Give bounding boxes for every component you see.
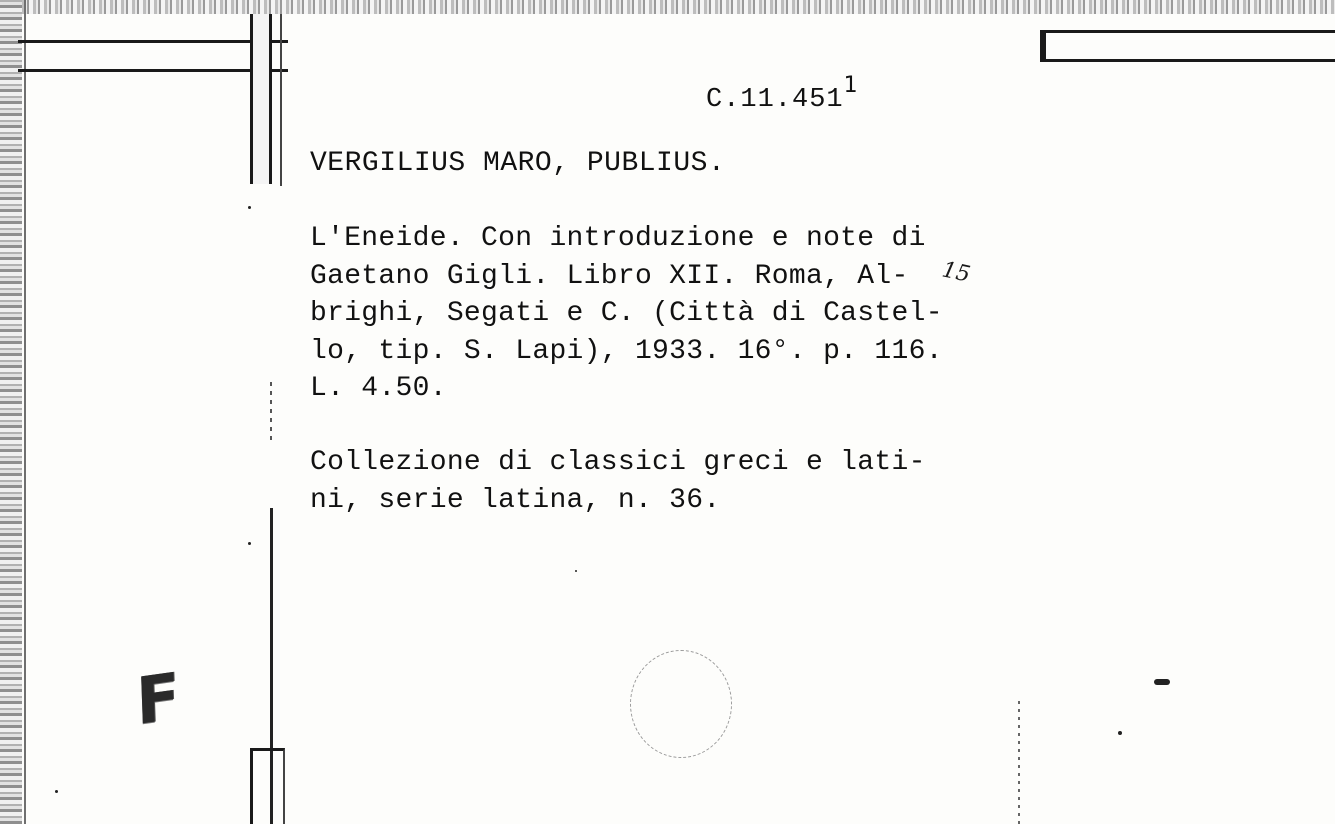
punch-hole-outline [630, 650, 732, 758]
description-line: brighi, Segati e C. (Città di Castel- [310, 298, 943, 329]
call-number [706, 72, 859, 118]
card-left-rule [24, 0, 26, 824]
card-guide-top [18, 40, 288, 72]
bibliographic-description [310, 220, 1030, 408]
card-guide-bottom [250, 748, 285, 824]
description-line: Gaetano Gigli. Libro XII. Roma, Al- [310, 260, 909, 292]
card-guide-right [1040, 30, 1335, 62]
call-number-suffix: 1 [843, 73, 859, 98]
card-guide-post [250, 14, 272, 184]
ink-mark [1154, 679, 1170, 685]
author-heading: VERGILIUS MARO, PUBLIUS. [310, 148, 726, 179]
stamp-letter: F [134, 659, 181, 741]
description-line: L. 4.50. [310, 373, 447, 404]
speck [248, 542, 251, 545]
speck [248, 206, 251, 209]
speck [55, 790, 58, 793]
card-margin-dash [270, 380, 272, 440]
series-line: ni, serie latina, n. 36. [310, 484, 721, 516]
scan-left-edge [0, 0, 22, 824]
description-line: lo, tip. S. Lapi), 1933. 16°. p. 116. [310, 335, 943, 367]
call-number-text: C.11.451 [706, 85, 844, 115]
series-note [310, 444, 1030, 519]
handwritten-annotation: 15 [939, 257, 973, 288]
speck [1118, 731, 1122, 735]
speck [575, 570, 577, 572]
card-right-dash [1018, 700, 1020, 824]
description-line: L'Eneide. Con introduzione e note di [310, 223, 926, 254]
scan-top-edge [0, 0, 1335, 14]
card-guide-post-edge [280, 14, 282, 186]
series-line: Collezione di classici greci e lati- [310, 447, 926, 478]
